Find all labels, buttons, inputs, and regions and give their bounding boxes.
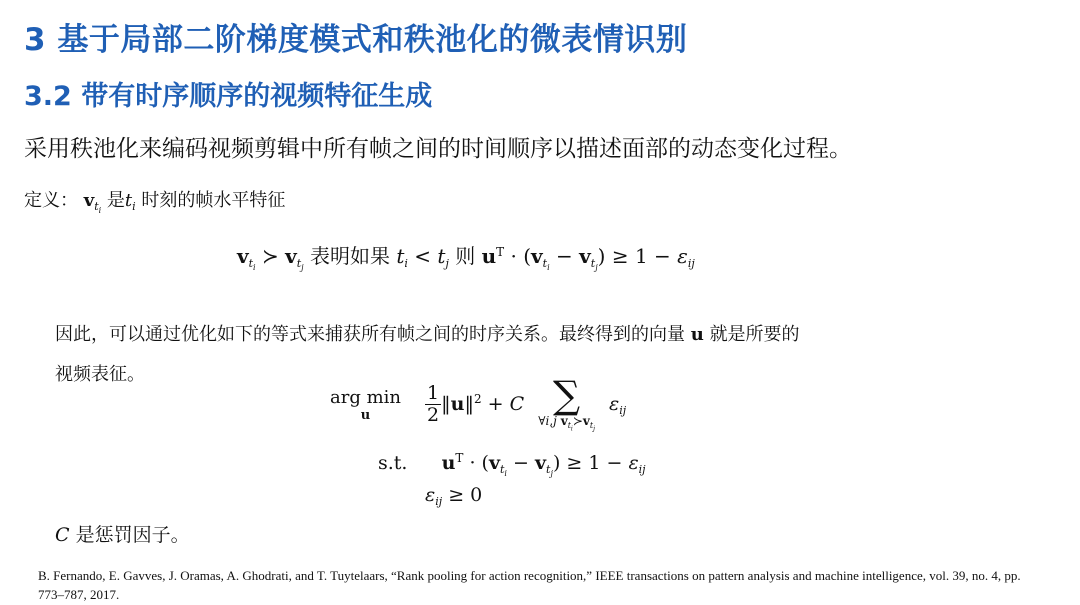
half-fraction: $\frac{1}{2}$: [427, 382, 440, 426]
subject-to: s.t.: [378, 452, 408, 474]
condition-means: 表明如果: [309, 244, 390, 268]
paragraph-line1-a: 因此，可以通过优化如下的等式来捕获所有帧之间的时序关系。最终得到的向量: [55, 324, 685, 345]
formula-constraint: $u^T \cdot (v_{t_i} - v_{t_j}) \ge 1 - \varepsilon_{ij}$: [481, 244, 695, 273]
section-subtitle: 3.2 带有时序顺序的视频特征生成: [24, 81, 433, 112]
optimization-nonneg: $\varepsilon_{ij} \ge 0$: [425, 484, 483, 508]
argmin-sub: u: [360, 407, 371, 423]
reference-citation: B. Fernando, E. Gavves, J. Oramas, A. Ghodrati, and T. Tuytelaars, “Rank pooling for action recognition,” IEEE transactions on pattern analysis and machine intelligence, vol. 39, no. 4, pp. 773–787, 2017.: [38, 568, 1021, 602]
paragraph-line1-b: 就是所要的: [709, 324, 800, 345]
formula-order: $v_{t_i}$ ≻ $v_{t_j}$: [237, 244, 304, 273]
definition-frame-text: 时刻的帧水平特征: [141, 190, 286, 211]
optimization-objective: arg min u $\frac{1}{2}$ ‖u‖$^2$ + C ∑ ∀i,j $v_{t_i}≻v_{t_j}$ $\varepsilon_{ij}$: [330, 373, 627, 433]
sum-operator: ∑ ∀i,j $v_{t_i}≻v_{t_j}$: [538, 373, 595, 433]
formula-time: $t_i < t_j$: [396, 244, 449, 270]
argmin-operator: [330, 387, 401, 423]
formula-v-ti: $v_{t_i}$: [83, 190, 102, 216]
optimization-constraint: s.t. $u^T \cdot (v_{t_i} - v_{t_j}) \ge 1 - \varepsilon_{ij}$: [378, 451, 646, 479]
penalty-line: [55, 520, 190, 547]
condition-then: 则: [455, 244, 476, 268]
penalty-text: 是惩罚因子。: [75, 524, 190, 546]
paragraph-line2: 视频表征。: [55, 364, 145, 385]
argmin-text: arg min: [330, 386, 401, 408]
definition-line: [24, 186, 285, 215]
sum-subscript: ∀i,j $v_{t_i}≻v_{t_j}$: [538, 414, 595, 433]
formula-c: C: [55, 524, 70, 546]
formula-t-i: $t_i$: [124, 190, 136, 213]
ordering-equation: [237, 240, 695, 272]
definition-label: 定义：: [24, 190, 78, 211]
definition-is: 是: [106, 190, 125, 211]
lead-sentence: 采用秩池化来编码视频剪辑中所有帧之间的时间顺序以描述面部的动态变化过程。: [24, 136, 852, 162]
formula-u: u: [690, 324, 704, 345]
page-title: 3 基于局部二阶梯度模式和秩池化的微表情识别: [24, 22, 688, 58]
